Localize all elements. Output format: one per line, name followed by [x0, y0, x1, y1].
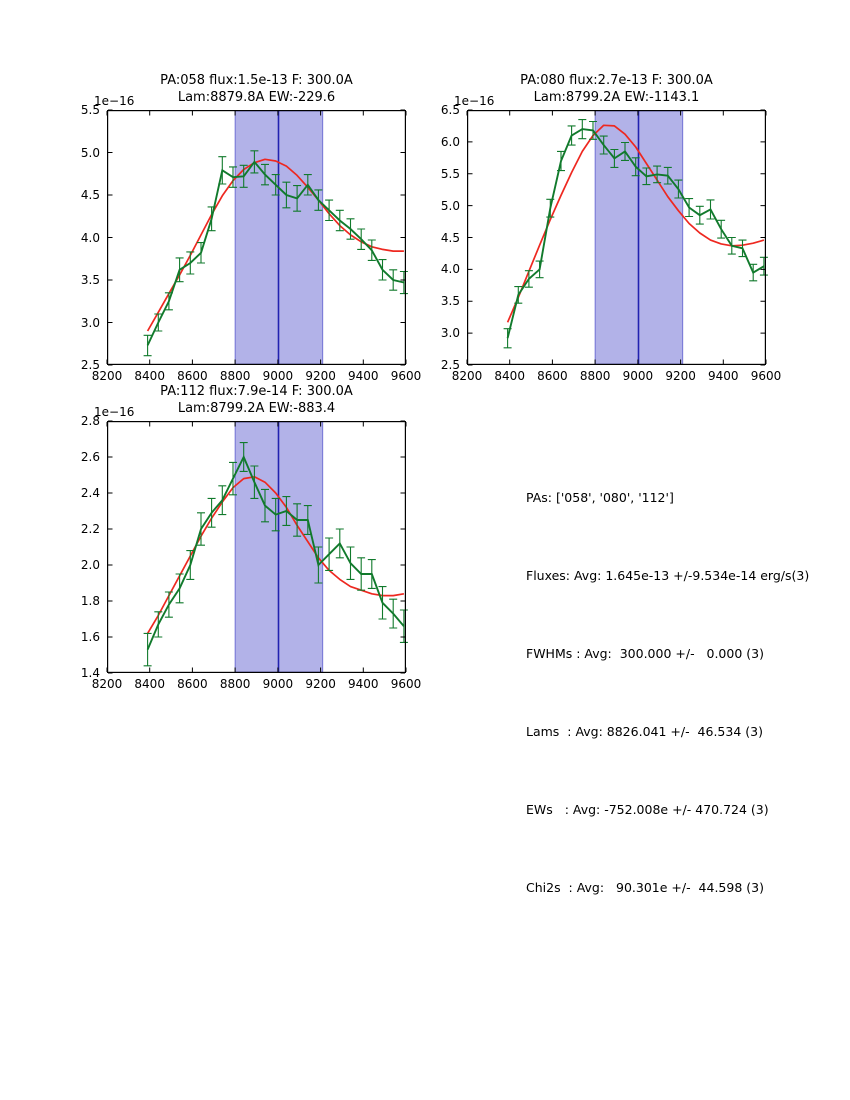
- subplot-title-line1: PA:058 flux:1.5e-13 F: 300.0A: [160, 73, 353, 88]
- x-tick-label: 8800: [579, 369, 611, 383]
- x-tick-label: 8600: [537, 369, 568, 383]
- subplot-title-line2: Lam:8879.8A EW:-229.6: [177, 90, 336, 105]
- y-tick-label: 5.0: [80, 145, 100, 160]
- stats-panel: [526, 433, 809, 953]
- x-tick-label: 8400: [134, 677, 165, 691]
- y-tick-label: 3.0: [80, 315, 100, 330]
- x-tick-label: 8200: [91, 677, 123, 691]
- x-tick-label: 9000: [262, 369, 294, 383]
- y-tick-label: 2.2: [80, 522, 100, 536]
- x-tick-label: 8200: [91, 369, 123, 383]
- y-tick-label: 3.0: [440, 326, 460, 341]
- x-tick-label: 9400: [348, 677, 379, 691]
- subplot-title-line1: PA:112 flux:7.9e-14 F: 300.0A: [160, 384, 353, 399]
- y-tick-label: 2.8: [80, 414, 100, 428]
- stats-line-fwhms: FWHMs : Avg: 300.000 +/- 0.000 (3): [526, 646, 764, 661]
- y-tick-label: 5.5: [80, 103, 100, 117]
- y-tick-label: 5.5: [440, 166, 460, 181]
- subplot-title-line2: Lam:8799.2A EW:-1143.1: [533, 90, 700, 105]
- y-tick-label: 3.5: [440, 294, 460, 309]
- x-tick-label: 9400: [348, 369, 379, 383]
- subplot-pa058: [80, 73, 422, 383]
- axes-area: [107, 110, 406, 365]
- x-tick-label: 8600: [177, 369, 208, 383]
- x-tick-label: 8200: [451, 369, 483, 383]
- y-tick-label: 3.5: [80, 273, 100, 287]
- subplot-pa112: [80, 384, 422, 691]
- y-tick-label: 4.0: [440, 262, 460, 277]
- x-tick-label: 9000: [622, 369, 654, 383]
- x-tick-label: 9600: [390, 677, 422, 691]
- y-tick-label: 1.6: [80, 630, 100, 644]
- x-tick-label: 8600: [177, 677, 208, 691]
- x-tick-label: 9400: [708, 369, 739, 383]
- y-tick-label: 6.5: [440, 103, 460, 117]
- stats-line-chi2s: Chi2s : Avg: 90.301e +/- 44.598 (3): [526, 880, 764, 895]
- x-tick-label: 9600: [390, 369, 422, 383]
- subplot-title-line1: PA:080 flux:2.7e-13 F: 300.0A: [520, 73, 713, 88]
- y-tick-label: 4.0: [80, 230, 100, 245]
- x-tick-label: 9200: [665, 369, 696, 383]
- stats-line-pas: PAs: ['058', '080', '112']: [526, 490, 674, 505]
- y-axis-offset-label: 1e−16: [94, 94, 135, 108]
- y-tick-label: 4.5: [80, 188, 100, 202]
- stats-line-lams: Lams : Avg: 8826.041 +/- 46.534 (3): [526, 724, 763, 739]
- stats-line-fluxes: Fluxes: Avg: 1.645e-13 +/-9.534e-14 erg/s(3): [526, 568, 810, 583]
- y-tick-label: 2.5: [440, 358, 460, 372]
- x-tick-label: 8800: [219, 369, 251, 383]
- x-tick-label: 9200: [305, 677, 336, 691]
- y-tick-label: 4.5: [440, 230, 460, 245]
- axes-area: [107, 421, 406, 673]
- y-tick-label: 2.5: [80, 358, 100, 372]
- subplot-title-line2: Lam:8799.2A EW:-883.4: [177, 401, 336, 416]
- x-tick-label: 9200: [305, 369, 336, 383]
- x-tick-label: 8800: [219, 677, 251, 691]
- x-tick-label: 8400: [134, 369, 165, 383]
- y-tick-label: 5.0: [440, 198, 460, 213]
- y-axis-offset-label: 1e−16: [454, 94, 495, 108]
- x-tick-label: 8400: [494, 369, 525, 383]
- y-tick-label: 6.0: [440, 134, 460, 149]
- stats-line-ews: EWs : Avg: -752.008e +/- 470.724 (3): [526, 802, 769, 817]
- x-tick-label: 9600: [750, 369, 782, 383]
- y-tick-label: 2.4: [80, 486, 100, 500]
- y-axis-offset-label: 1e−16: [94, 405, 135, 419]
- y-tick-label: 2.6: [80, 450, 100, 464]
- axes-area: [467, 110, 766, 365]
- x-tick-label: 9000: [262, 677, 294, 691]
- subplot-pa080: [440, 73, 782, 383]
- y-tick-label: 2.0: [80, 558, 100, 572]
- y-tick-label: 1.8: [80, 594, 100, 608]
- y-tick-label: 1.4: [80, 666, 100, 680]
